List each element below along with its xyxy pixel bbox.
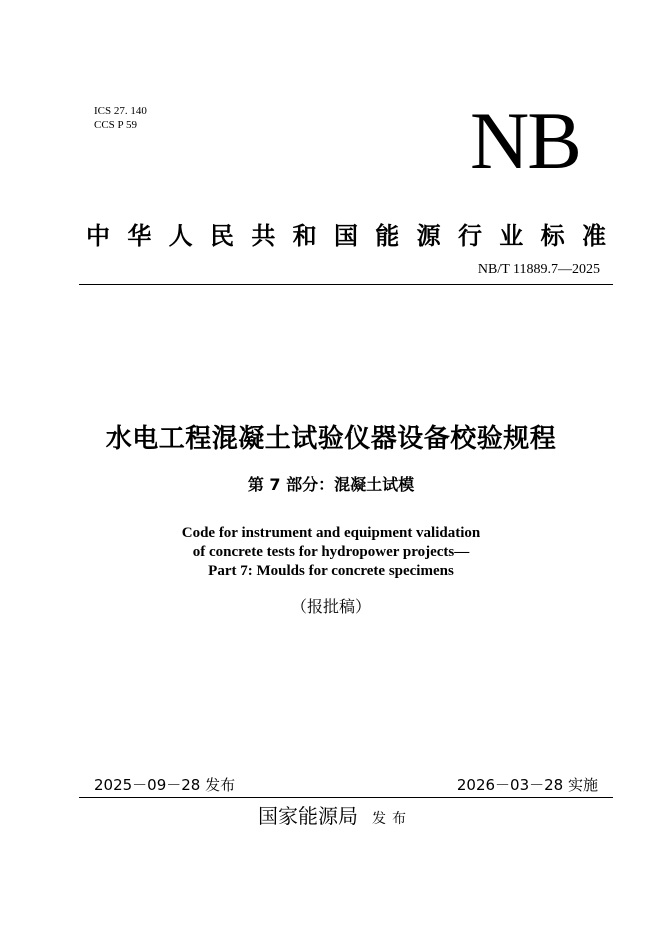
category-char: 源 [416, 222, 441, 250]
issue-date: 2025－09－28 发布 [94, 776, 236, 794]
title-english-line: Part 7: Moulds for concrete specimens [208, 563, 454, 579]
part-title-chinese: 第 7 部分：混凝土试模 [247, 475, 415, 494]
top-divider [79, 284, 613, 285]
classification-codes [94, 104, 147, 132]
draft-status: （报批稿） [290, 597, 371, 616]
category-char: 准 [581, 222, 606, 250]
title-english-line: of concrete tests for hydropower projects— [192, 544, 470, 560]
category-char: 业 [499, 222, 524, 250]
publisher [258, 800, 412, 829]
title-english-line: Code for instrument and equipment validation [181, 525, 481, 541]
category-char: 能 [375, 222, 400, 250]
category-char: 共 [251, 222, 276, 250]
category-char: 行 [457, 222, 482, 250]
standard-number: NB/T 11889.7—2025 [477, 262, 600, 277]
standard-category [86, 216, 606, 251]
bottom-divider [79, 797, 613, 798]
category-char: 华 [127, 222, 152, 250]
category-char: 人 [168, 222, 193, 250]
title-english [0, 524, 662, 581]
publisher-org: 国家能源局 [258, 804, 358, 828]
ccs-code: CCS P 59 [94, 119, 138, 131]
category-char: 国 [333, 222, 358, 250]
publisher-action: 发布 [372, 811, 412, 827]
category-char: 和 [292, 222, 317, 250]
category-char: 标 [540, 222, 565, 250]
implementation-date: 2026－03－28 实施 [456, 776, 598, 794]
category-char: 中 [86, 222, 110, 250]
title-chinese: 水电工程混凝土试验仪器设备校验规程 [105, 424, 557, 454]
nb-logo: NB [470, 95, 580, 186]
ics-code: ICS 27. 140 [94, 105, 147, 117]
category-char: 民 [209, 222, 234, 250]
